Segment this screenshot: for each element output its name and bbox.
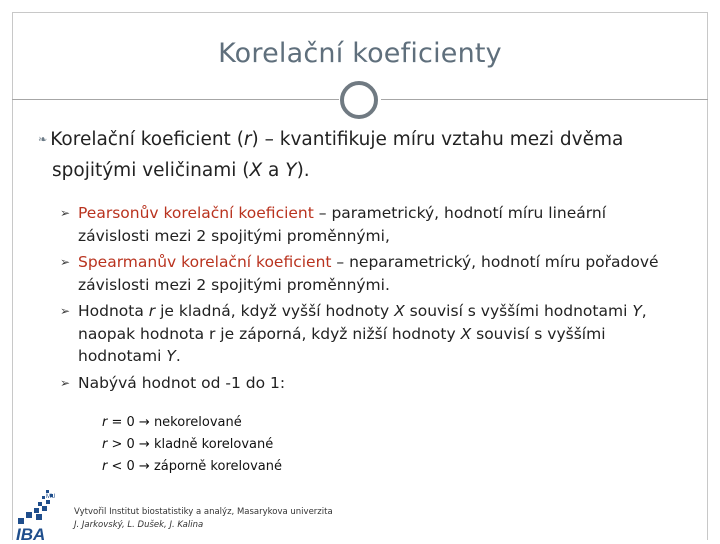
sub-bullet-list [60, 202, 680, 398]
spearman-term: Spearmanův korelační koeficient [78, 253, 332, 271]
footer-credits [74, 506, 333, 532]
intro-line-1 [38, 125, 678, 156]
arrow-bullet-icon: ➢ [60, 304, 71, 318]
divider-circle-icon [340, 81, 378, 119]
main-bullet [38, 125, 678, 185]
list-item [60, 202, 680, 247]
item-text: souvisí s vyššími hodnotami [78, 324, 606, 365]
intro-text: ) – kvantifikuje míru vztahu mezi dvěma [251, 129, 624, 150]
r-value-row [102, 434, 282, 456]
intro-term: Korelační koeficient [50, 129, 231, 150]
logo-text: IBA [16, 525, 46, 540]
item-var: X [460, 324, 472, 343]
arrow-bullet-icon: ➢ [60, 375, 71, 390]
intro-y: Y [285, 160, 297, 181]
r-symbol: r [102, 459, 108, 474]
list-item [60, 300, 680, 368]
title-divider-right [381, 99, 708, 100]
logo-sub-text: MU [46, 494, 56, 500]
pearson-term: Pearsonův korelační koeficient [78, 204, 314, 222]
slide-title: Korelační koeficienty [218, 38, 502, 69]
intro-line-2 [38, 156, 678, 185]
iba-logo [12, 488, 56, 540]
item-text: Hodnota [78, 302, 149, 320]
item-text: , naopak hodnota r je záporná, když nižší hodnoty [78, 302, 647, 343]
item-var: Y [166, 347, 176, 365]
item-text: je kladná, když vyšší hodnoty [155, 302, 395, 320]
item-var: X [394, 302, 405, 320]
footer-line-1: Vytvořil Institut biostatistiky a analýz, Masarykova univerzita [74, 507, 333, 517]
title-divider-left [12, 99, 339, 100]
item-var: r [148, 302, 156, 320]
footer-authors: J. Jarkovský, L. Dušek, J. Kalina [74, 520, 204, 530]
list-item [60, 372, 680, 395]
r-symbol: r [102, 415, 108, 430]
r-symbol: r [102, 437, 108, 452]
intro-text: ). [296, 160, 310, 181]
item-text: Nabývá hodnot od -1 do 1: [78, 373, 286, 392]
intro-text: a [262, 160, 286, 181]
leaf-bullet-icon: ❧ [38, 133, 48, 146]
item-text: . [175, 347, 181, 365]
intro-x: X [249, 160, 263, 181]
r-value-row [102, 456, 282, 478]
r-values-list [102, 412, 282, 478]
intro-text: ( [230, 129, 244, 150]
item-text: – parametrický, hodnotí míru lineární závislosti mezi 2 spojitými proměnnými, [78, 204, 607, 245]
r-text: > 0 → kladně korelované [107, 437, 274, 452]
arrow-bullet-icon: ➢ [60, 255, 71, 269]
r-text: = 0 → nekorelované [107, 415, 242, 430]
arrow-bullet-icon: ➢ [60, 206, 71, 220]
intro-text: spojitými veličinami ( [52, 160, 250, 181]
r-value-row [102, 412, 282, 434]
list-item [60, 251, 680, 296]
item-var: Y [632, 302, 642, 320]
intro-r: r [243, 129, 252, 150]
item-text: – neparametrický, hodnotí míru pořadové závislosti mezi 2 spojitými proměnnými. [78, 253, 659, 294]
iba-logo-icon [12, 488, 56, 540]
r-text: < 0 → záporně korelované [107, 459, 282, 474]
item-text: souvisí s vyššími hodnotami [404, 302, 633, 320]
